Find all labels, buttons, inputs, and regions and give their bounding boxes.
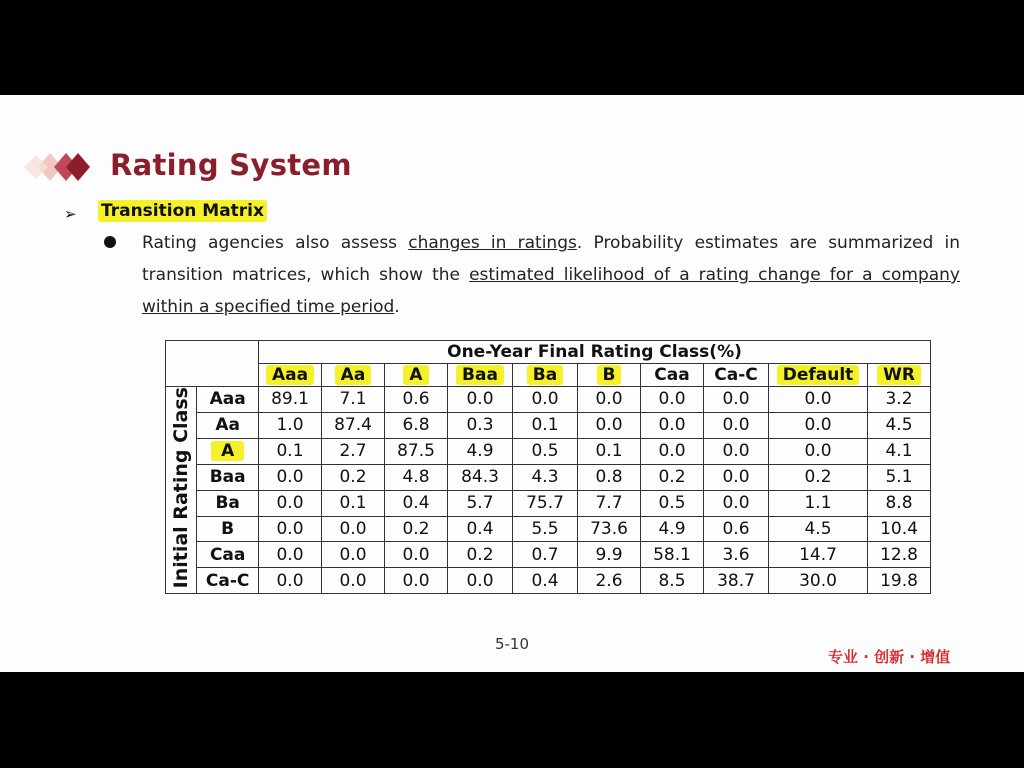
table-cell: 3.6	[704, 542, 769, 568]
table-cell: 0.1	[322, 490, 385, 516]
table-cell: 0.0	[769, 387, 868, 413]
table-cell: 4.9	[641, 516, 704, 542]
table-cell: 4.9	[448, 438, 513, 464]
column-header-label: Ba	[527, 365, 563, 385]
table-cell: 14.7	[769, 542, 868, 568]
column-header-label: Default	[777, 365, 860, 385]
column-header	[385, 364, 448, 387]
table-row	[166, 568, 931, 594]
table-cell: 0.0	[322, 568, 385, 594]
table-cell: 87.5	[385, 438, 448, 464]
table-cell: 0.4	[448, 516, 513, 542]
table-cell: 0.4	[385, 490, 448, 516]
table-cell: 19.8	[868, 568, 931, 594]
table-row	[166, 464, 931, 490]
table-cell: 2.7	[322, 438, 385, 464]
table-cell: 5.7	[448, 490, 513, 516]
table-cell: 58.1	[641, 542, 704, 568]
column-header-label: Ca-C	[714, 365, 758, 385]
table-cell: 0.0	[704, 438, 769, 464]
underlined-phrase: estimated likelihood of a rating change for a company within a specified time period	[142, 265, 960, 317]
table-cell: 0.4	[513, 568, 578, 594]
column-header-label: Aa	[335, 365, 372, 385]
column-header	[513, 364, 578, 387]
slide	[0, 95, 1024, 672]
row-header-label: Ba	[215, 493, 240, 514]
table-row	[166, 516, 931, 542]
table-cell: 0.0	[259, 542, 322, 568]
table-cell: 0.0	[704, 387, 769, 413]
paragraph-text: .	[394, 297, 400, 317]
column-header-row	[166, 364, 931, 387]
column-header	[868, 364, 931, 387]
table-cell: 0.0	[513, 387, 578, 413]
table-cell: 0.2	[641, 464, 704, 490]
letterbox-top	[0, 0, 1024, 95]
table-cell: 8.5	[641, 568, 704, 594]
table-cell: 0.0	[259, 490, 322, 516]
transition-matrix-table	[165, 340, 931, 594]
table-cell: 4.5	[868, 412, 931, 438]
table-cell: 0.1	[259, 438, 322, 464]
column-header	[704, 364, 769, 387]
table-cell: 0.0	[448, 568, 513, 594]
table-cell: 0.0	[578, 387, 641, 413]
row-header	[197, 516, 259, 542]
arrow-bullet-icon: ➢	[64, 205, 77, 223]
table-cell: 0.0	[704, 490, 769, 516]
row-header-label: A	[211, 441, 244, 461]
table-cell: 10.4	[868, 516, 931, 542]
bullet-paragraph	[142, 227, 960, 323]
letterbox-bottom	[0, 672, 1024, 768]
column-header	[578, 364, 641, 387]
column-header-label: B	[597, 365, 622, 385]
table-cell: 12.8	[868, 542, 931, 568]
page-number: 5-10	[494, 635, 530, 653]
table-cell: 0.0	[322, 516, 385, 542]
row-header	[197, 438, 259, 464]
table-row	[166, 387, 931, 413]
column-header	[448, 364, 513, 387]
underlined-phrase: changes in ratings	[408, 233, 577, 253]
column-header-label: Baa	[456, 365, 504, 385]
row-header-label: B	[221, 518, 235, 539]
table-cell: 87.4	[322, 412, 385, 438]
side-title: Initial Rating Class	[170, 387, 193, 589]
table-cell: 0.0	[448, 387, 513, 413]
bullet-dot-icon	[104, 236, 116, 248]
table-cell: 0.0	[322, 542, 385, 568]
table-cell: 0.0	[704, 412, 769, 438]
table-cell: 0.0	[641, 387, 704, 413]
table-cell: 0.0	[385, 542, 448, 568]
table-cell: 9.9	[578, 542, 641, 568]
table-cell: 75.7	[513, 490, 578, 516]
table-cell: 30.0	[769, 568, 868, 594]
row-header-label: Baa	[209, 467, 246, 488]
row-header-label: Caa	[209, 544, 246, 565]
table-cell: 0.1	[578, 438, 641, 464]
table-cell: 84.3	[448, 464, 513, 490]
table-row	[166, 542, 931, 568]
table-cell: 1.0	[259, 412, 322, 438]
row-header	[197, 412, 259, 438]
row-header	[197, 568, 259, 594]
table-header-row	[166, 341, 931, 364]
table-cell: 0.0	[259, 516, 322, 542]
table-row	[166, 490, 931, 516]
column-header	[769, 364, 868, 387]
table-cell: 2.6	[578, 568, 641, 594]
table-cell: 0.0	[769, 412, 868, 438]
row-header	[197, 490, 259, 516]
table-header-title: One-Year Final Rating Class(%)	[259, 341, 931, 364]
table-cell: 0.0	[259, 464, 322, 490]
footer-slogan: 专业 · 创新 · 增值	[828, 648, 951, 666]
table-cell: 7.1	[322, 387, 385, 413]
table-cell: 3.2	[868, 387, 931, 413]
table-cell: 5.1	[868, 464, 931, 490]
row-header-label: Ca-C	[205, 570, 250, 591]
table-corner-cell	[166, 341, 259, 387]
table-cell: 0.0	[385, 568, 448, 594]
row-header	[197, 542, 259, 568]
column-header	[641, 364, 704, 387]
column-header	[322, 364, 385, 387]
row-header	[197, 464, 259, 490]
table-cell: 0.0	[769, 438, 868, 464]
table-cell: 7.7	[578, 490, 641, 516]
paragraph-text: . Probability estimates are summarized in transition matrices, which show the	[142, 233, 960, 285]
table-cell: 5.5	[513, 516, 578, 542]
table-row	[166, 412, 931, 438]
table-cell: 0.0	[704, 464, 769, 490]
table-cell: 0.0	[641, 412, 704, 438]
table-cell: 0.7	[513, 542, 578, 568]
column-header	[259, 364, 322, 387]
table-cell: 73.6	[578, 516, 641, 542]
table-cell: 0.1	[513, 412, 578, 438]
table-cell: 0.2	[322, 464, 385, 490]
column-header-label: Caa	[654, 365, 690, 385]
table-cell: 4.1	[868, 438, 931, 464]
table-cell: 0.6	[704, 516, 769, 542]
paragraph-text: Rating agencies also assess	[142, 233, 409, 253]
column-header-label: Aaa	[266, 365, 314, 385]
side-title-cell	[166, 387, 197, 594]
slide-title: Rating System	[110, 148, 352, 182]
table-cell: 0.3	[448, 412, 513, 438]
section-subtitle: Transition Matrix	[98, 200, 267, 222]
table-cell: 6.8	[385, 412, 448, 438]
row-header-label: Aa	[215, 415, 240, 436]
column-header-label: A	[403, 365, 428, 385]
table-cell: 0.5	[513, 438, 578, 464]
table-cell: 89.1	[259, 387, 322, 413]
diamond-logo-icon	[20, 147, 92, 187]
column-header-label: WR	[877, 365, 921, 385]
table-cell: 4.3	[513, 464, 578, 490]
row-header-label: Aaa	[209, 389, 246, 410]
table-cell: 0.0	[641, 438, 704, 464]
table-cell: 0.8	[578, 464, 641, 490]
table-cell: 0.6	[385, 387, 448, 413]
table-cell: 0.2	[385, 516, 448, 542]
table-row	[166, 438, 931, 464]
row-header	[197, 387, 259, 413]
table-cell: 4.8	[385, 464, 448, 490]
table-cell: 0.2	[769, 464, 868, 490]
table-cell: 4.5	[769, 516, 868, 542]
table-cell: 38.7	[704, 568, 769, 594]
table-cell: 0.0	[578, 412, 641, 438]
table-cell: 0.0	[259, 568, 322, 594]
table-cell: 0.2	[448, 542, 513, 568]
table-cell: 1.1	[769, 490, 868, 516]
table-cell: 0.5	[641, 490, 704, 516]
table-cell: 8.8	[868, 490, 931, 516]
